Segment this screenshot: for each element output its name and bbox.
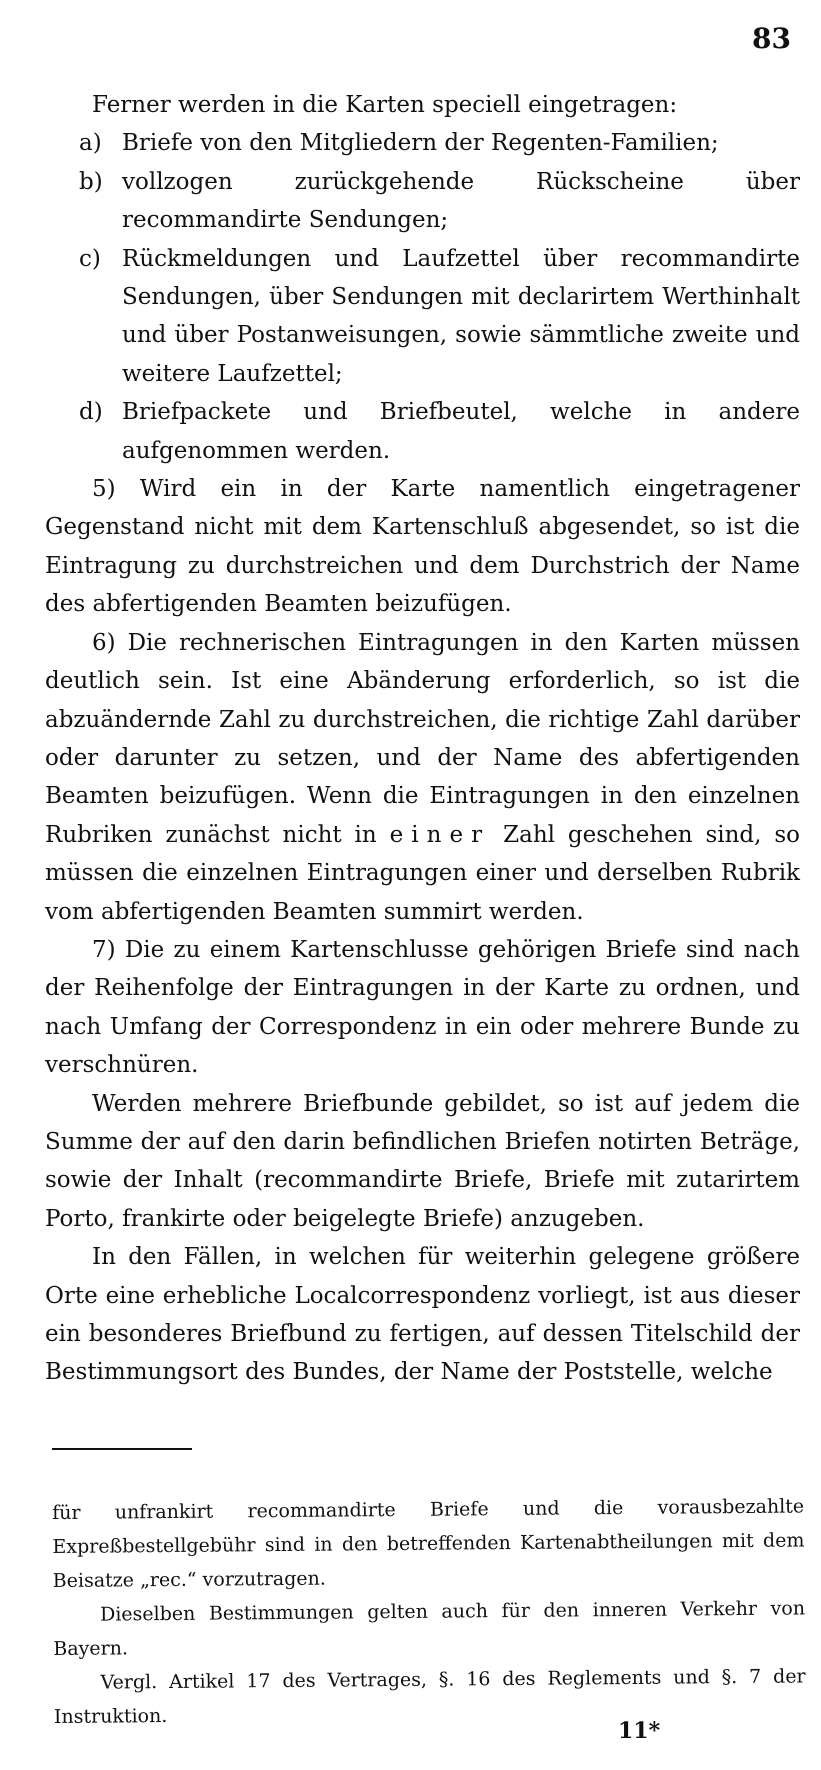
list-item-text: Briefe von den Mitgliedern der Regenten-Familien; xyxy=(122,130,719,157)
intro-paragraph: Ferner werden in die Karten speciell eingetragen: xyxy=(92,92,678,118)
list-item-a xyxy=(45,124,800,162)
emphasized-word: einer xyxy=(389,821,491,848)
list-item-text: Briefpackete und Briefbeutel, welche in andere aufgenommen werden. xyxy=(122,399,800,464)
paragraph-9: In den Fällen, in welchen für weiterhin gelegene größere Orte eine erhebliche Localcorrespondenz vorliegt, ist aus dieser ein besonderes Briefbund zu fertigen, auf dessen Titelschild der Bestimmungsort des Bundes, der Name der Poststelle, welche xyxy=(45,1244,800,1386)
list-item-text: vollzogen zurückgehende Rückscheine über recommandirte Sendungen; xyxy=(122,168,800,234)
paragraph-6-text: 6) Die rechnerischen Eintragungen in den Karten müssen deutlich sein. Ist eine Abänderung erforderlich, so ist die abzuändernde Zahl zu durchstreichen, die richtige Zahl darüber oder darunter zu setzen, und der Name des abfertigenden Beamten beizufügen. Wenn die Eintragungen in den einzelnen Rubriken zunächst nicht in xyxy=(45,629,800,848)
list-item-label: a) xyxy=(79,130,102,157)
paragraph-5: 5) Wird ein in der Karte namentlich eingetragener Gegenstand nicht mit dem Kartenschluß abgesendet, so ist die Eintragung zu durchstreichen und dem Durchstrich der Name des abfertigenden Beamten beizufügen. xyxy=(45,476,800,618)
footnote-divider xyxy=(52,1448,192,1450)
footnote-paragraph-3: Vergl. Artikel 17 des Vertrages, §. 16 des Reglements und §. 7 der Instruktion. xyxy=(53,1665,806,1728)
footnote xyxy=(52,1489,806,1734)
paragraph-6 xyxy=(45,624,800,931)
paragraph-6-text-end: Zahl geschehen sind, so müssen die einzelnen Eintragungen einer und derselben Rubrik vom abfertigenden Beamten summirt werden. xyxy=(45,821,800,925)
list-item-c xyxy=(45,240,800,394)
list-item-label: b) xyxy=(79,168,103,195)
list-item-d xyxy=(45,393,800,470)
list-item-text: Rückmeldungen und Laufzettel über recommandirte Sendungen, über Sendungen mit declarirtem Werthinhalt und über Postanweisungen, sowie sämmtliche zweite und weitere Laufzettel; xyxy=(122,245,800,387)
page-number: 83 xyxy=(752,22,791,55)
list-item-b xyxy=(45,163,800,240)
footnote-paragraph-1: für unfrankirt recommandirte Briefe und die vorausbezahlte Expreßbestellgebühr sind in den betreffenden Kartenabtheilungen mit dem Beisatze „rec.“ vorzutragen. xyxy=(52,1495,805,1592)
main-text xyxy=(45,86,800,1392)
list-item-label: d) xyxy=(79,399,103,426)
paragraph-8: Werden mehrere Briefbunde gebildet, so ist auf jedem die Summe der auf den darin befindlichen Briefen notirten Beträge, sowie der Inhalt (recommandirte Briefe, Briefe mit zutarirtem Porto, frankirte oder beigelegte Briefe) anzugeben. xyxy=(45,1090,800,1232)
paragraph-7: 7) Die zu einem Kartenschlusse gehörigen Briefe sind nach der Reihenfolge der Eintragungen in der Karte zu ordnen, und nach Umfang der Correspondenz in ein oder mehrere Bunde zu verschnüren. xyxy=(45,936,800,1079)
list-item-label: c) xyxy=(79,245,101,272)
footnote-paragraph-2: Dieselben Bestimmungen gelten auch für den inneren Verkehr von Bayern. xyxy=(53,1597,806,1660)
signature-mark: 11* xyxy=(618,1718,661,1744)
